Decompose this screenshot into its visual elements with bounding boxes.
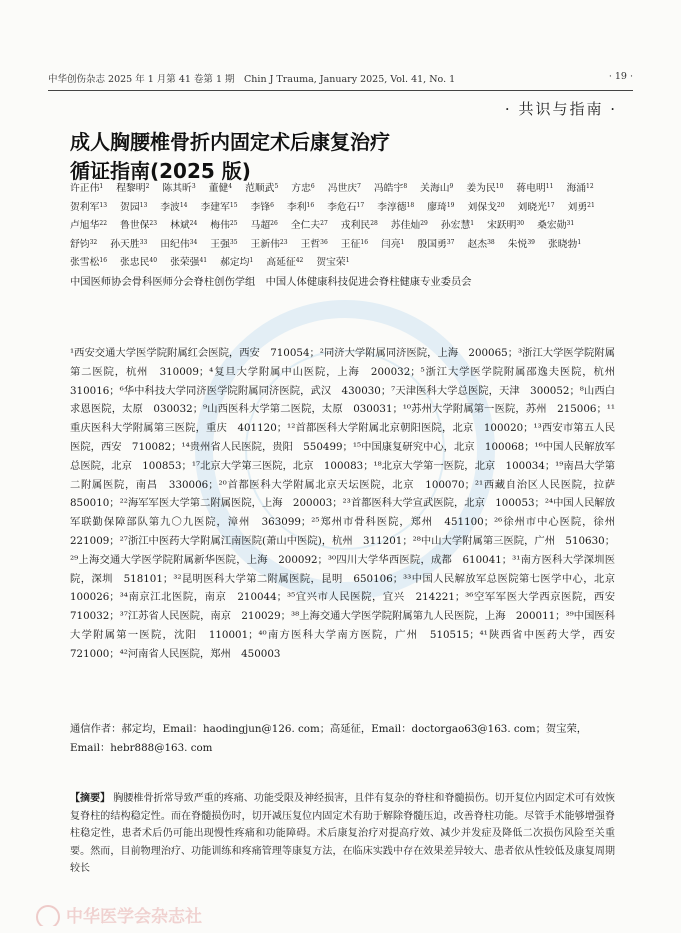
author-name-text: 李建军 [200, 201, 230, 213]
author-affiliation-mark: 14 [179, 201, 188, 209]
author-name [251, 217, 278, 236]
author-name-text: 刘晓光 [517, 201, 547, 213]
author-name [291, 180, 314, 199]
author-name [245, 180, 278, 199]
author-affiliation-mark: 34 [189, 238, 198, 246]
author-name-text: 陈其昕 [162, 183, 192, 194]
author-name [467, 236, 494, 255]
author-name-text: 冯世庆 [327, 183, 358, 194]
author-name [210, 217, 237, 236]
author-name [291, 217, 328, 236]
author-name [316, 254, 349, 273]
author-name [70, 236, 97, 255]
author-affiliation-mark: 8 [403, 183, 408, 190]
author-affiliation-mark: 22 [99, 220, 108, 227]
author-affiliation-mark: 3 [191, 183, 196, 190]
author-name [120, 217, 157, 236]
author-name [374, 180, 407, 199]
author-name-text: 方忠 [291, 183, 311, 194]
author-affiliation-mark: 16 [99, 257, 108, 264]
author-affiliation-mark: 28 [370, 220, 378, 227]
author-affiliation-mark: 7 [357, 183, 361, 190]
author-name-text: 李淳德 [377, 201, 407, 213]
author-name [120, 254, 157, 273]
author-name [70, 199, 107, 218]
author-list [70, 180, 615, 291]
author-name-text: 殷国勇 [417, 238, 447, 250]
correspondence: 通信作者：郝定均，Email：haodingjun@126. com；高延征，Email：doctorgao63@163. com；贺宝荣，Email：hebr888@163. com [70, 723, 588, 754]
author-affiliation-mark: 30 [516, 220, 525, 227]
author-name-text: 张雪松 [70, 257, 100, 268]
author-affiliation-mark: 9 [449, 183, 454, 190]
author-name [327, 199, 364, 218]
author-name-text: 张荣强 [170, 257, 200, 268]
author-name-text: 高延征 [266, 257, 296, 268]
title-line-2: 循证指南(2025 版) [70, 159, 251, 183]
author-name [251, 236, 288, 255]
author-affiliation-mark: 25 [229, 220, 238, 227]
author-affiliation-mark: 1 [99, 183, 104, 190]
title-line-1: 成人胸腰椎骨折内固定术后康复治疗 [70, 130, 390, 154]
author-name-text: 孙宏慧 [440, 220, 471, 231]
author-name [301, 236, 328, 255]
author-name [467, 199, 504, 218]
author-name-text: 贺园 [120, 201, 140, 213]
author-name [160, 199, 187, 218]
author-name [420, 180, 453, 199]
author-affiliation-mark: 1 [577, 238, 582, 246]
author-name [341, 236, 368, 255]
author-affiliation-mark: 20 [496, 201, 505, 209]
author-name-text: 梅伟 [210, 220, 230, 231]
author-name-text: 张晓勃 [547, 238, 578, 250]
author-name-text: 李锋 [250, 201, 271, 213]
author-affiliation-mark: 17 [356, 201, 365, 209]
author-name-text: 王强 [210, 238, 230, 250]
author-affiliation-mark: 1 [249, 257, 254, 264]
author-name-text: 孙天胜 [110, 238, 140, 250]
author-name-text: 宋跃明 [487, 220, 517, 231]
author-name-text: 贺宝荣 [316, 257, 346, 268]
author-name-text: 关海山 [420, 183, 450, 194]
author-name-text: 刘勇 [567, 201, 588, 213]
author-affiliation-mark: 33 [139, 238, 148, 246]
author-affiliation-mark: 29 [420, 220, 428, 227]
author-affiliation-mark: 16 [306, 201, 315, 209]
author-name [210, 236, 237, 255]
author-affiliation-mark: 1 [400, 238, 405, 246]
author-name-text: 马超 [250, 220, 271, 231]
author-name-text: 李波 [160, 201, 180, 213]
abstract [70, 790, 615, 900]
author-affiliation-mark: 35 [229, 238, 238, 246]
author-name [377, 199, 414, 218]
author-affiliation-mark: 13 [99, 201, 108, 209]
author-name [328, 180, 361, 199]
author-name [391, 217, 428, 236]
author-name [251, 199, 274, 218]
journal-citation: 中华创伤杂志 2025 年 1 月第 41 卷第 1 期 Chin J Trauma, January 2025, Vol. 41, No. 1 [48, 74, 456, 85]
section-tag: · 共识与指南 · [504, 100, 617, 118]
author-name [441, 217, 474, 236]
author-name [266, 254, 303, 273]
author-affiliation-mark: 17 [546, 201, 555, 209]
author-affiliation-mark: 31 [566, 220, 575, 227]
author-name-text: 林斌 [170, 220, 190, 231]
author-name-text: 贺利军 [70, 201, 100, 213]
author-affiliation-mark: 41 [199, 257, 208, 264]
abstract-text: 胸腰椎骨折常导致严重的疼痛、功能受限及神经损害，且伴有复杂的脊柱和脊髓损伤。切开复位内固定术可有效恢复脊柱的结构稳定性。而在脊髓损伤时，切开减压复位内固定术有助于解除脊髓压迫，改善脊柱功能。尽管手术能够增强脊柱稳定性，患者术后仍可能出现慢性疼痛和功能障碍。术后康复治疗对提高疗效、减少并发症及降低二次损伤风险至关重要。然而，目前物理治疗、功能训练和疼痛管理等康复方法，在临床实践中存在效果差异较大、患者依从性较低及康复周期较长 [70, 793, 616, 875]
author-name-text: 戎利民 [340, 220, 371, 231]
author-name-text: 王征 [340, 238, 361, 250]
author-name-text: 鲁世保 [120, 220, 150, 231]
author-name [508, 236, 535, 255]
author-affiliation-mark: 38 [487, 238, 495, 246]
author-name-text: 田纪伟 [160, 238, 190, 250]
author-name-text: 姜为民 [466, 183, 496, 194]
author-name [162, 180, 195, 199]
header-divider [48, 90, 633, 91]
author-affiliation-mark: 21 [587, 201, 595, 209]
author-name-text: 苏佳灿 [390, 220, 421, 231]
author-name [427, 199, 454, 218]
author-name [209, 180, 232, 199]
author-affiliation-mark: 37 [446, 238, 455, 246]
affiliations: ¹西安交通大学医学院附属红会医院，西安 710054；²同济大学附属同济医院，上海 200065；³浙江大学医学院附属第二医院，杭州 310009；⁴复旦大学附属中山医院，上海 200032；⁵浙江大学医学院附属邵逸夫医院，杭州 310016；⁶华中科技大学同济医学院附属同济医院，武汉 430030；⁷天津医科大学总医院，天津 300052；⁸山西白求恩医院，太原 030032；⁹山西医科大学第二医院，太原 030031；¹⁰苏州大学附属第一医院，苏州 215006；¹¹重庆医科大学附属第三医院，重庆 401120；¹²首都医科大学附属北京朝阳医院，北京 100020；¹³西安市第五人民医院，西安 710082；¹⁴贵州省人民医院，贵阳 550499；¹⁵中国康复研究中心，北京 100068；¹⁶中国人民解放军总医院，北京 100853；¹⁷北京大学第三医院，北京 100083；¹⁸北京大学第一医院，北京 100034；¹⁹南昌大学第二附属医院，南昌 330006；²⁰首都医科大学附属北京天坛医院，北京 100070；²¹西藏自治区人民医院，拉萨 850010；²²海军军医大学第二附属医院，上海 200003；²³首都医科大学宣武医院，北京 100053；²⁴中国人民解放军联勤保障部队第九〇九医院，漳州 363099；²⁵郑州市骨科医院，郑州 451100；²⁶徐州市中心医院，徐州 221009；²⁷浙江中医药大学附属江南医院(萧山中医院)，杭州 311201；²⁸中山大学附属第三医院，广州 510630；²⁹上海交通大学医学院附属新华医院，上海 200092；³⁰四川大学华西医院，成都 610041；³¹南方医科大学深圳医院，深圳 518101；³²昆明医科大学第二附属医院，昆明 650106；³³中国人民解放军总医院第七医学中心，北京 100026；³⁴南京江北医院，南京 210044；³⁵宜兴市人民医院，宜兴 214221；³⁶空军军医大学西京医院，西安 710032；³⁷江苏省人民医院，南京 210029；³⁸上海交通大学医学院附属第九人民医院，上海 200011；³⁹中国医科大学附属第一医院，沈阳 110001；⁴⁰南方医科大学南方医院，广州 510515；⁴¹陕西省中医药大学，西安 721000；⁴²河南省人民医院，郑州 450003 [70, 347, 626, 660]
author-name-text: 朱悦 [507, 238, 528, 250]
author-affiliation-mark: 39 [527, 238, 535, 246]
author-affiliation-mark: 4 [228, 183, 233, 190]
author-name-text: 海涌 [566, 183, 587, 194]
author-name [70, 180, 103, 199]
author-affiliation-mark: 15 [229, 201, 238, 209]
publisher-seal-icon [36, 905, 60, 926]
author-names [70, 180, 615, 273]
author-affiliation-mark: 5 [274, 183, 279, 190]
author-affiliation-mark: 32 [89, 238, 98, 246]
author-name [341, 217, 378, 236]
author-name-text: 张忠民 [120, 257, 150, 268]
author-affiliation-mark: 11 [545, 183, 554, 190]
author-name [201, 199, 238, 218]
author-affiliation-mark: 27 [320, 220, 328, 227]
author-affiliation-mark: 40 [149, 257, 158, 264]
author-name [110, 236, 147, 255]
author-affiliation-mark: 42 [295, 257, 304, 264]
author-affiliation-mark: 1 [470, 220, 475, 227]
author-name-text: 蒋电明 [516, 183, 546, 194]
author-affiliation-mark: 24 [189, 220, 198, 227]
author-affiliation-mark: 13 [139, 201, 148, 209]
page-number: · 19 · [608, 71, 633, 82]
author-affiliation-mark: 19 [446, 201, 455, 209]
author-affiliation-mark: 26 [270, 220, 278, 227]
author-affiliation-mark: 6 [310, 183, 315, 190]
author-name [381, 236, 404, 255]
article-title [70, 128, 490, 186]
author-affiliation-mark: 23 [149, 220, 158, 227]
publisher-watermark-text: 中华医学会杂志社 [66, 907, 202, 926]
author-name-text: 李危石 [327, 201, 357, 213]
publisher-watermark [36, 902, 296, 926]
running-header [48, 71, 633, 87]
author-affiliation-mark: 16 [360, 238, 369, 246]
author-name [466, 180, 503, 199]
author-name [568, 199, 595, 218]
author-name [120, 199, 147, 218]
author-affiliation-mark: 12 [586, 183, 594, 190]
author-name-text: 王哲 [300, 238, 321, 250]
author-name [70, 217, 107, 236]
author-name-text: 许正伟 [70, 183, 100, 194]
author-affiliation-mark: 6 [270, 201, 274, 209]
author-name [160, 236, 197, 255]
author-name-text: 全仁夫 [290, 220, 321, 231]
author-affiliation-mark: 36 [320, 238, 328, 246]
author-name-text: 刘保戈 [467, 201, 497, 213]
author-name [70, 254, 107, 273]
author-name [487, 217, 524, 236]
author-name [287, 199, 314, 218]
author-name-text: 廖琦 [427, 201, 447, 213]
author-name [220, 254, 253, 273]
author-name-text: 桑宏勋 [537, 220, 567, 231]
author-name [417, 236, 454, 255]
author-name [548, 236, 581, 255]
author-name [170, 254, 207, 273]
author-name-text: 赵杰 [467, 238, 488, 250]
author-name [566, 180, 593, 199]
author-name-text: 舒钧 [70, 238, 90, 250]
author-name-text: 范顺武 [245, 183, 275, 194]
author-organization: 中国医师协会骨科医师分会脊柱创伤学组 中国人体健康科技促进会脊柱健康专业委员会 [70, 275, 472, 288]
author-name [537, 217, 574, 236]
author-affiliation-mark: 18 [406, 201, 415, 209]
author-name-text: 卢旭华 [70, 220, 100, 231]
author-affiliation-mark: 1 [345, 257, 350, 264]
author-name [116, 180, 149, 199]
author-name-text: 闫亮 [381, 238, 401, 250]
author-name [516, 180, 553, 199]
author-affiliation-mark: 2 [145, 183, 150, 190]
author-name-text: 董健 [208, 183, 229, 194]
author-name-text: 程黎明 [116, 183, 146, 194]
author-affiliation-mark: 10 [495, 183, 504, 190]
author-name [518, 199, 555, 218]
author-affiliation-mark: 23 [279, 238, 288, 246]
author-name-text: 郝定均 [220, 257, 250, 268]
author-name-text: 李利 [286, 201, 307, 213]
author-name-text: 王新伟 [250, 238, 280, 250]
abstract-label: 【摘要】 [70, 793, 111, 804]
author-name [170, 217, 197, 236]
author-name-text: 冯皓宇 [373, 183, 404, 194]
